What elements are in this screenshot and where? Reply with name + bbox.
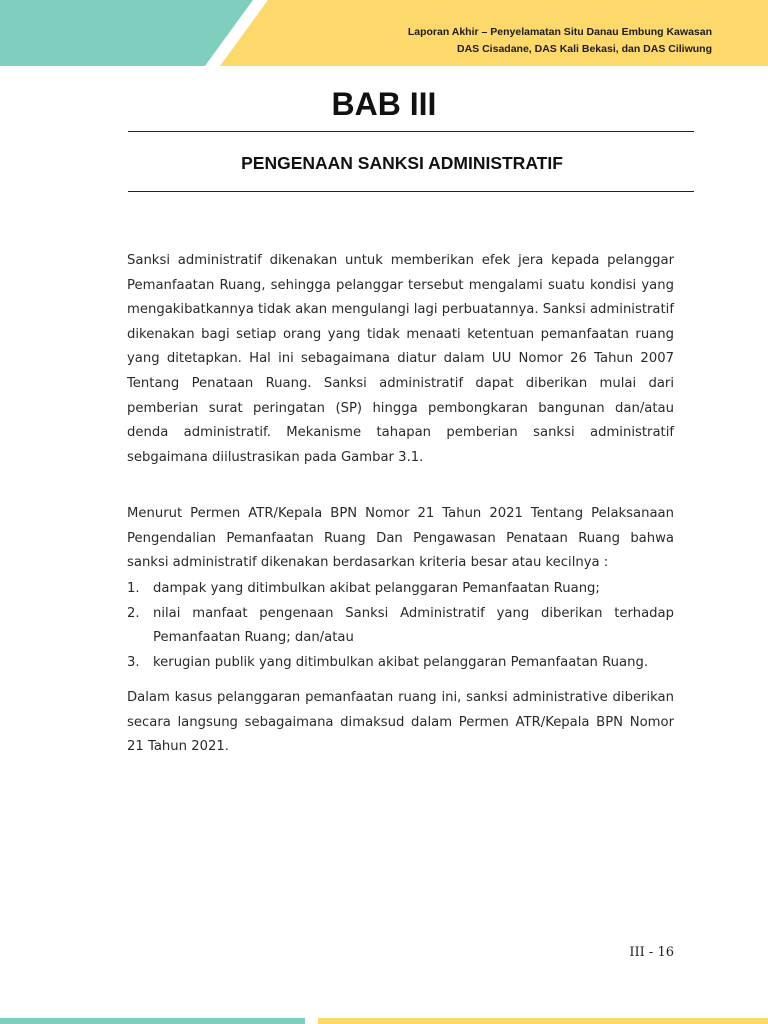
body-paragraph-3 — [127, 686, 674, 760]
divider-bottom — [128, 191, 694, 192]
paragraph-text: Sanksi administratif dikenakan untuk memberikan efek jera kepada pelanggar Pemanfaatan Ruang, sehingga pelanggar tersebut mengalami suatu kondisi yang mengakibatkannya tidak akan mengulangi lagi perbuatannya. Sanksi administratif dikenakan bagi setiap orang yang tidak menaati ketentuan pemanfaatan ruang yang ditetapkan. Hal ini sebagaimana diatur dalam UU Nomor 26 Tahun 2007 Tentang Penataan Ruang. Sanksi administratif dapat diberikan mulai dari pemberian surat peringatan (SP) hingga pembongkaran bangunan dan/atau denda administratif. Mekanisme tahapan pemberian sanksi administratif sebgaimana diilustrasikan pada Gambar 3.1. — [127, 253, 674, 465]
list-item-number: 2. — [127, 605, 140, 621]
list-item — [127, 651, 674, 676]
list-item-text: kerugian publik yang ditimbulkan akibat pelanggaran Pemanfaatan Ruang. — [153, 654, 649, 670]
footer-decoration — [0, 1018, 768, 1024]
running-header-line2: DAS Cisadane, DAS Kali Bekasi, dan DAS Ciliwung — [457, 43, 712, 55]
list-item — [127, 602, 674, 651]
list-item-text: nilai manfaat pengenaan Sanksi Administratif yang diberikan terhadap Pemanfaatan Ruang; dan/atau — [153, 605, 674, 646]
paragraph-text: Dalam kasus pelanggaran pemanfaatan ruang ini, sanksi administrative diberikan secara langsung sebagaimana dimaksud dalam Permen ATR/Kepala BPN Nomor 21 Tahun 2021. — [127, 690, 674, 755]
list-item-number: 3. — [127, 654, 140, 670]
chapter-title: BAB III — [331, 86, 437, 122]
body-paragraph-2 — [127, 502, 674, 576]
criteria-list — [127, 577, 674, 675]
paragraph-text: Menurut Permen ATR/Kepala BPN Nomor 21 Tahun 2021 Tentang Pelaksanaan Pengendalian Pemanfaatan Ruang Dan Pengawasan Penataan Ruang bahwa sanksi administratif dikenakan berdasarkan kriteria besar atau kecilnya : — [127, 506, 674, 571]
running-header-line1: Laporan Akhir – Penyelamatan Situ Danau Embung Kawasan — [407, 26, 712, 38]
list-item-number: 1. — [127, 581, 140, 596]
body-paragraph-1 — [127, 249, 674, 470]
list-item — [127, 577, 674, 602]
chapter-subtitle: PENGENAAN SANKSI ADMINISTRATIF — [241, 153, 563, 173]
list-item-text: dampak yang ditimbulkan akibat pelanggaran Pemanfaatan Ruang; — [153, 581, 600, 596]
divider-top — [128, 131, 694, 132]
running-header — [408, 24, 712, 58]
page-number: III - 16 — [629, 945, 674, 960]
